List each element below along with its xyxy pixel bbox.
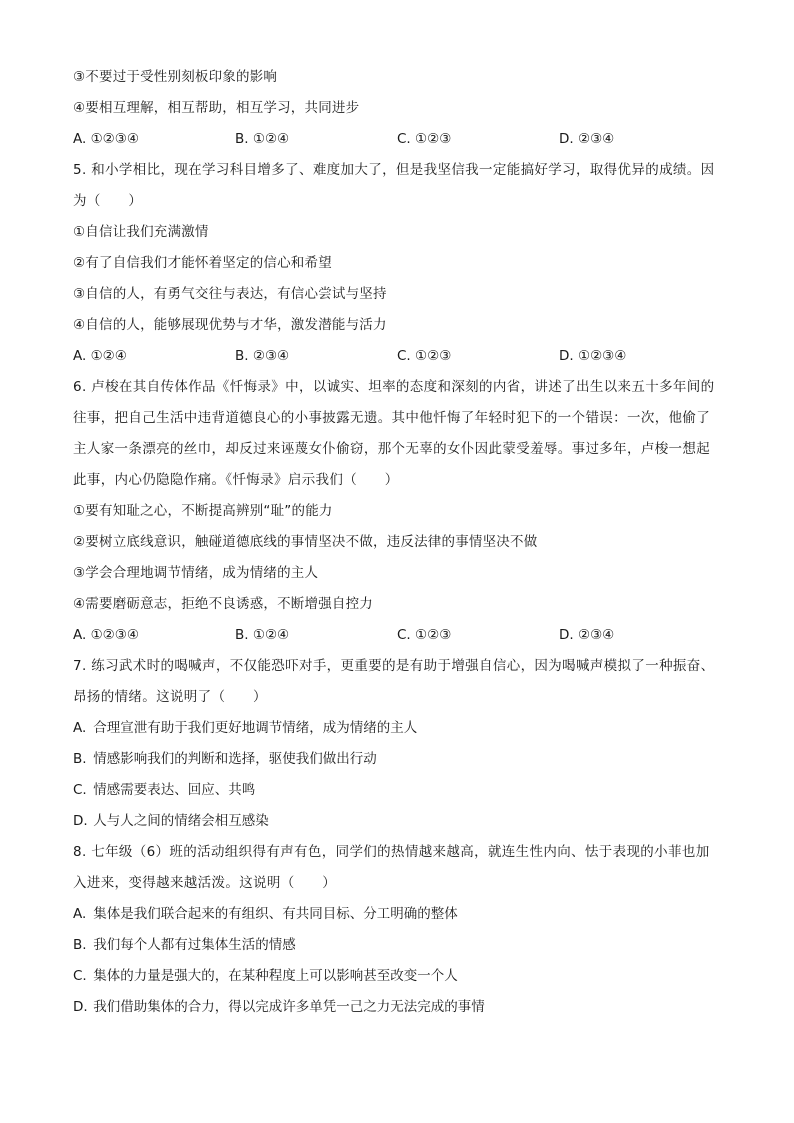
question-7 [73,651,723,837]
statement: ④要相互理解，相互帮助，相互学习，共同进步 [73,100,360,116]
option-a[interactable]: A. ①②④ [73,348,127,364]
option-d[interactable]: D. ②③④ [559,627,615,643]
statement: ③自信的人，有勇气交往与表达，有信心尝试与坚持 [73,286,387,302]
question-stem: 7. 练习武术时的喝喊声，不仅能恐吓对手，更重要的是有助于增强自信心，因为喝喊声模拟了一种振奋、昂扬的情绪。这说明了（ ） [73,658,715,705]
option-a[interactable]: A. ①②③④ [73,131,139,147]
option-c[interactable] [73,775,723,806]
option-c[interactable]: C. ①②③ [397,627,452,643]
option-letter: D. [73,813,88,829]
options-row [73,620,723,651]
statement: ④自信的人，能够展现优势与才华，激发潜能与活力 [73,317,387,333]
exam-page [73,62,723,1023]
option-text: 人与人之间的情绪会相互感染 [93,813,269,829]
question-8 [73,837,723,1023]
option-letter: A. [73,906,87,922]
statement: ④需要磨砺意志，拒绝不良诱惑，不断增强自控力 [73,596,374,612]
option-c[interactable] [73,961,723,992]
option-letter: C. [73,782,87,798]
option-b[interactable]: B. ①②④ [235,131,290,147]
option-a[interactable]: A. ①②③④ [73,627,139,643]
option-a[interactable] [73,899,723,930]
question-stem: 8. 七年级（6）班的活动组织得有声有色，同学们的热情越来越高，就连生性内向、怯于表现的小菲也加入进来，变得越来越活泼。这说明（ ） [73,844,710,891]
option-a[interactable] [73,713,723,744]
options-row [73,341,723,372]
option-text: 合理宣泄有助于我们更好地调节情绪，成为情绪的主人 [93,720,418,736]
option-text: 情感影响我们的判断和选择，驱使我们做出行动 [93,751,377,767]
option-d[interactable]: D. ①②③④ [559,348,627,364]
option-c[interactable]: C. ①②③ [397,131,452,147]
option-letter: D. [73,999,88,1015]
option-letter: B. [73,751,87,767]
statement: ①要有知耻之心，不断提高辨别“耻”的能力 [73,503,333,519]
statement: ③学会合理地调节情绪，成为情绪的主人 [73,565,319,581]
statement: ②要树立底线意识，触碰道德底线的事情坚决不做，违反法律的事情坚决不做 [73,534,538,550]
option-letter: A. [73,720,87,736]
option-text: 集体的力量是强大的，在某种程度上可以影响甚至改变一个人 [93,968,458,984]
question-6 [73,372,723,651]
option-d[interactable] [73,992,723,1023]
statement: ②有了自信我们才能怀着坚定的信心和希望 [73,255,332,271]
option-b[interactable]: B. ②③④ [235,348,290,364]
option-text: 我们借助集体的合力，得以完成许多单凭一己之力无法完成的事情 [93,999,485,1015]
option-d[interactable] [73,806,723,837]
option-letter: B. [73,937,87,953]
option-d[interactable]: D. ②③④ [559,131,615,147]
option-b[interactable]: B. ①②④ [235,627,290,643]
option-b[interactable] [73,930,723,961]
option-text: 我们每个人都有过集体生活的情感 [93,937,296,953]
question-stem: 6. 卢梭在其自传体作品《忏悔录》中，以诚实、坦率的态度和深刻的内省，讲述了出生以来五十多年间的往事，把自己生活中违背道德良心的小事披露无遗。其中他忏悔了年轻时犯下的一个错误：一次，他偷了主人家一条漂亮的丝巾，却反过来诬蔑女仆偷窃，那个无辜的女仆因此蒙受羞辱。事过多年，卢梭一想起此事，内心仍隐隐作痛。《忏悔录》启示我们（ ） [73,379,715,488]
carryover-block [73,62,723,155]
statement: ③不要过于受性别刻板印象的影响 [73,69,278,85]
option-letter: C. [73,968,87,984]
options-row [73,124,723,155]
option-text: 情感需要表达、回应、共鸣 [93,782,256,798]
question-stem: 5. 和小学相比，现在学习科目增多了、难度加大了，但是我坚信我一定能搞好学习，取得优异的成绩。因为（ ） [73,162,715,209]
option-c[interactable]: C. ①②③ [397,348,452,364]
option-b[interactable] [73,744,723,775]
statement: ①自信让我们充满激情 [73,224,209,240]
option-text: 集体是我们联合起来的有组织、有共同目标、分工明确的整体 [93,906,458,922]
question-5 [73,155,723,372]
